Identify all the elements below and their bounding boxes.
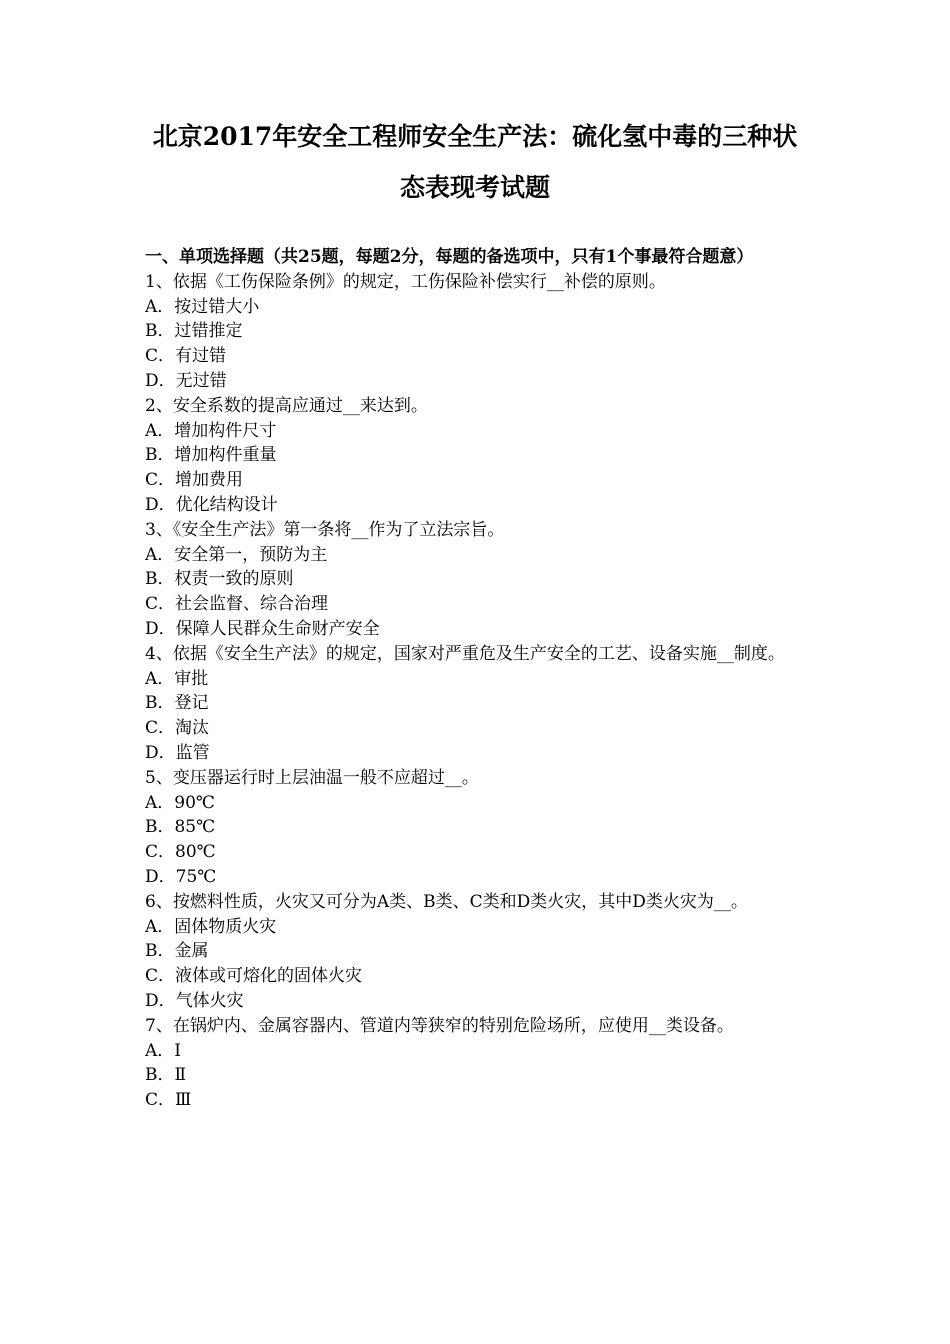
question-1-option-a: A．按过错大小	[145, 296, 260, 317]
question-5-option-c: C．80℃	[145, 842, 216, 863]
document-title-line-1: 北京2017年安全工程师安全生产法：硫化氢中毒的三种状	[152, 122, 798, 151]
question-5-option-a: A．90℃	[145, 792, 215, 813]
question-2-option-b: B．增加构件重量	[145, 445, 277, 466]
question-7-option-a: A．Ⅰ	[145, 1040, 181, 1061]
question-6-option-d: D．气体火灾	[145, 990, 244, 1011]
question-7-option-c: C．Ⅲ	[145, 1090, 192, 1111]
question-4-option-a: A．审批	[145, 668, 209, 689]
question-6-option-c: C．液体或可熔化的固体火灾	[145, 966, 363, 987]
question-4-option-d: D．监管	[145, 742, 210, 763]
question-6-option-b: B．金属	[145, 941, 209, 962]
question-4-option-c: C．淘汰	[145, 718, 210, 739]
question-1: 1、依据《工伤保险条例》的规定，工伤保险补偿实行__补偿的原则。	[145, 271, 666, 292]
question-6-option-a: A．固体物质火灾	[145, 916, 277, 937]
question-5-option-d: D．75℃	[145, 866, 217, 887]
document-title-line-2: 态表现考试题	[399, 173, 550, 202]
document-body	[145, 245, 810, 1113]
question-6: 6、按燃料性质，火灾又可分为A类、B类、C类和D类火灾，其中D类火灾为__。	[145, 891, 748, 912]
question-3-option-a: A．安全第一，预防为主	[145, 544, 328, 565]
question-4-option-b: B．登记	[145, 693, 209, 714]
question-3: 3、《安全生产法》第一条将__作为了立法宗旨。	[145, 519, 505, 540]
question-2-option-c: C．增加费用	[145, 470, 244, 491]
question-2-option-a: A．增加构件尺寸	[145, 420, 277, 441]
question-1-option-b: B．过错推定	[145, 321, 243, 342]
question-5-option-b: B．85℃	[145, 817, 216, 838]
question-3-option-d: D．保障人民群众生命财产安全	[145, 618, 380, 639]
question-2: 2、安全系数的提高应通过__来达到。	[145, 395, 428, 416]
question-4: 4、依据《安全生产法》的规定，国家对严重危及生产安全的工艺、设备实施__制度。	[145, 643, 785, 664]
question-7: 7、在锅炉内、金属容器内、管道内等狭窄的特别危险场所，应使用__类设备。	[145, 1015, 734, 1036]
section-heading: 一、单项选择题（共25题，每题2分，每题的备选项中，只有1个事最符合题意）	[145, 247, 754, 267]
question-3-option-c: C．社会监督、综合治理	[145, 594, 329, 615]
question-2-option-d: D．优化结构设计	[145, 494, 278, 515]
question-7-option-b: B．Ⅱ	[145, 1065, 187, 1086]
question-1-option-d: D．无过错	[145, 370, 227, 391]
question-5: 5、变压器运行时上层油温一般不应超过__。	[145, 767, 479, 788]
question-3-option-b: B．权责一致的原则	[145, 569, 294, 590]
question-1-option-c: C．有过错	[145, 346, 227, 367]
